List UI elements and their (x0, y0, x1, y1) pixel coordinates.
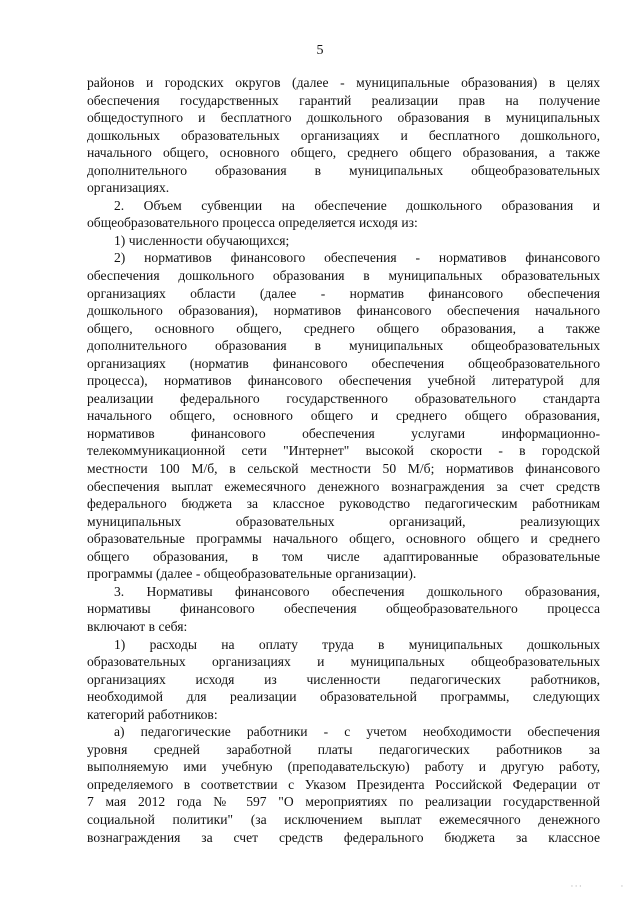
text-line: выполняемую ими учебную (преподавательскую) работу и другую работу, (87, 759, 600, 775)
text-line: общего образования, в том числе адаптированные образовательные (87, 548, 600, 564)
text-line: дополнительного образования в муниципальных общеобразовательных (87, 338, 600, 354)
text-line: нормативы финансового обеспечения общеобразовательного процесса (87, 601, 600, 617)
scan-mark-right: ' (621, 884, 623, 892)
text-line: вознаграждения за счет средств федерального бюджета за классное (87, 829, 600, 845)
text-line: обеспечения дошкольного образования в муниципальных образовательных (87, 268, 600, 284)
text-line: реализации федерального государственного образовательного стандарта (87, 390, 600, 406)
text-line: начального общего, основного общего, среднего общего образования, а также (87, 145, 600, 161)
text-line: а) педагогические работники - с учетом необходимости обеспечения (114, 724, 600, 740)
text-line: необходимой для реализации образовательной программы, следующих (87, 689, 600, 705)
text-line: общедоступного и бесплатного дошкольного образования в муниципальных (87, 110, 600, 126)
text-line: начального общего, основного общего и среднего общего образования, (87, 408, 600, 424)
text-line: 2) нормативов финансового обеспечения - нормативов финансового (114, 250, 600, 266)
text-line: нормативов финансового обеспечения услугами информационно- (87, 425, 600, 441)
text-line: включают в себя: (87, 618, 188, 634)
text-line: процесса), нормативов финансового обеспечения учебной литературой для (87, 373, 600, 389)
text-line: образовательные программы начального общего, основного общего и среднего (87, 531, 600, 547)
text-line: 3. Нормативы финансового обеспечения дошкольного образования, (114, 583, 600, 599)
text-line: категорий работников: (87, 706, 218, 722)
text-line: организациях исходя из численности педагогических работников, (87, 671, 600, 687)
text-line: 7 мая 2012 года № 597 "О мероприятиях по реализации государственной (87, 794, 600, 810)
text-line: районов и городских округов (далее - муниципальные образования) в целях (87, 75, 600, 90)
text-line: социальной политики" (за исключением выплат ежемесячного денежного (87, 811, 600, 827)
text-line: 1) численности обучающихся; (114, 232, 290, 248)
text-line: определяемого в соответствии с Указом Президента Российской Федерации от (87, 776, 600, 792)
document-body-text (87, 74, 600, 846)
text-line: общеобразовательного процесса определяется исходя из: (87, 215, 418, 231)
scan-mark-left: ' ' ' (571, 884, 582, 892)
text-line: телекоммуникационной сети "Интернет" высокой скорости - в городской (87, 443, 600, 459)
text-line: дополнительного образования в муниципальных общеобразовательных (87, 162, 600, 178)
text-line: 1) расходы на оплату труда в муниципальных дошкольных (114, 636, 600, 652)
text-line: дошкольных образовательных организациях и бесплатного дошкольного, (87, 127, 600, 143)
text-line: организациях (норматив финансового обеспечения общеобразовательного (87, 355, 600, 371)
text-line: местности 100 М/б, в сельской местности 50 М/б; нормативов финансового (87, 461, 600, 477)
text-line: дошкольного образования), нормативов финансового обеспечения начального (87, 303, 600, 319)
text-line: обеспечения государственных гарантий реализации прав на получение (87, 92, 600, 108)
text-line: уровня средней заработной платы педагогических работников за (87, 741, 600, 757)
text-line: обеспечения выплат ежемесячного денежного вознаграждения за счет средств (87, 478, 600, 494)
text-line: образовательных организациях и муниципальных общеобразовательных (87, 654, 600, 670)
text-line: 2. Объем субвенции на обеспечение дошкольного образования и (114, 197, 600, 213)
text-line: программы (далее - общеобразовательные организации). (87, 566, 417, 582)
text-line: организациях. (87, 180, 170, 196)
page-number: 5 (316, 43, 324, 58)
text-line: общего, основного общего, среднего общего образования, а также (87, 320, 600, 336)
text-line: муниципальных образовательных организаций, реализующих (87, 513, 600, 529)
text-line: федерального бюджета за классное руководство педагогическим работникам (87, 496, 600, 512)
text-line: организациях области (далее - норматив финансового обеспечения (87, 285, 600, 301)
